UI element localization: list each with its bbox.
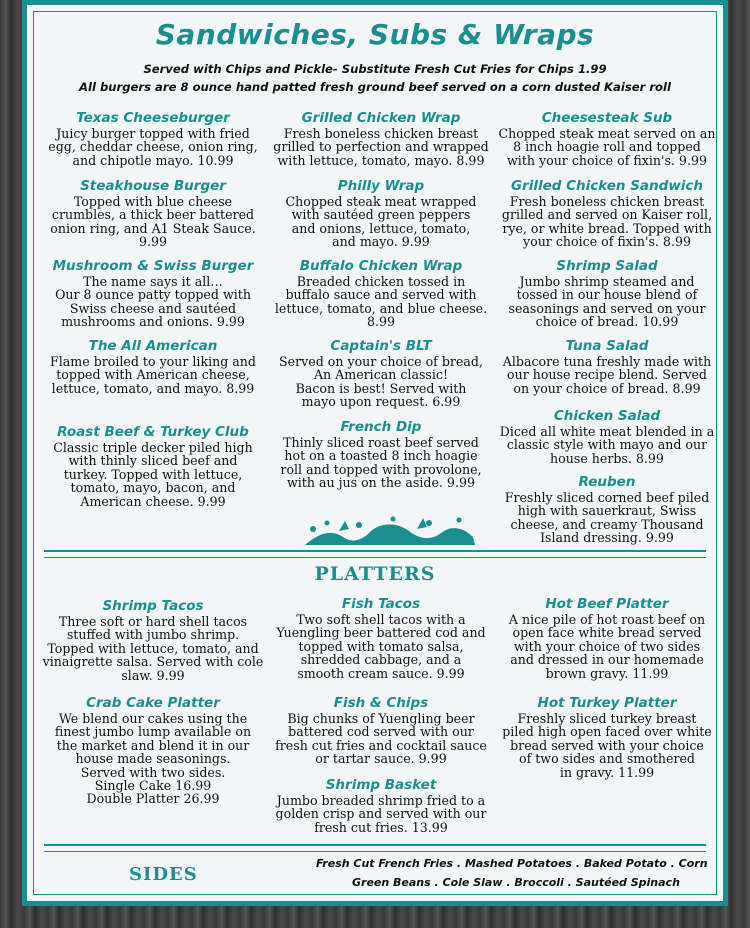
menu-item — [38, 694, 268, 806]
menu-item — [38, 337, 268, 395]
menu-item — [38, 177, 268, 249]
sides-line-1: Fresh Cut French Fries . Mashed Potatoes . Baked Potato . Corn — [316, 857, 708, 870]
item-name: Captain's BLT — [330, 338, 432, 354]
menu-item — [270, 257, 492, 329]
item-description: Juicy burger topped with fried egg, cheddar cheese, onion ring, and chipotle mayo. 10.99 — [48, 126, 258, 168]
menu-item — [270, 177, 492, 249]
menu-item — [38, 423, 268, 508]
item-name: Steakhouse Burger — [80, 178, 226, 194]
item-description: Flame broiled to your liking and topped with American cheese, lettuce, tomato, and mayo. 8.99 — [50, 354, 256, 396]
menu-inner-border — [33, 11, 717, 895]
menu-item — [494, 473, 720, 545]
item-name: Buffalo Chicken Wrap — [299, 258, 463, 274]
item-name: Mushroom & Swiss Burger — [52, 258, 254, 274]
menu-item — [494, 109, 720, 167]
intro-line-2: All burgers are 8 ounce hand patted fresh ground beef served on a corn dusted Kaiser roll — [79, 80, 671, 94]
item-name: French Dip — [340, 419, 422, 435]
item-name: Grilled Chicken Sandwich — [510, 178, 704, 194]
section-divider — [44, 550, 706, 558]
intro-line-1: Served with Chips and Pickle- Substitute Fresh Cut Fries for Chips 1.99 — [143, 62, 607, 76]
item-description: Two soft shell tacos with a Yuengling beer battered cod and topped with tomato salsa, shredded cabbage, and a smooth cream sauce. 9.99 — [276, 612, 486, 681]
menu-item — [270, 418, 492, 490]
menu-item — [494, 337, 720, 395]
item-description: Served on your choice of bread, An American classic! Bacon is best! Served with mayo upon request. 6.99 — [279, 354, 483, 410]
page-title: Sandwiches, Subs & Wraps — [155, 18, 595, 51]
menu-item — [270, 109, 492, 167]
item-name: Grilled Chicken Wrap — [301, 110, 461, 126]
item-description: Albacore tuna freshly made with our house recipe blend. Served on your choice of bread. 8.99 — [502, 354, 712, 396]
item-description: Topped with blue cheese crumbles, a thick beer battered onion ring, and A1 Steak Sauce. 9.99 — [50, 194, 256, 250]
item-name: Philly Wrap — [337, 178, 425, 194]
item-name: Cheesesteak Sub — [541, 110, 673, 126]
item-description: Fresh boneless chicken breast grilled and served on Kaiser roll, rye, or white bread. Topped with your choice of fixin's. 8.99 — [501, 194, 713, 250]
item-name: Roast Beef & Turkey Club — [57, 424, 249, 440]
item-name: Hot Beef Platter — [545, 596, 669, 612]
menu-item — [270, 776, 492, 834]
item-description: Fresh boneless chicken breast grilled to perfection and wrapped with lettuce, tomato, mayo. 8.99 — [273, 126, 489, 168]
item-description: The name says it all… Our 8 ounce patty topped with Swiss cheese and sautéed mushrooms and onions. 9.99 — [55, 274, 251, 330]
item-name: Shrimp Basket — [325, 777, 437, 793]
item-description: Chopped steak meat served on an 8 inch hoagie roll and topped with your choice of fixin's. 9.99 — [498, 126, 716, 168]
item-description: We blend our cakes using the finest jumbo lump available on the market and blend it in our house made seasonings. Served with two sides. Single Cake 16.99 Double Platter 26.99 — [54, 711, 252, 807]
item-name: Fish Tacos — [341, 596, 421, 612]
menu-item — [494, 407, 720, 465]
menu-item — [270, 337, 492, 409]
menu-page — [22, 0, 728, 906]
item-description: Chopped steak meat wrapped with sautéed green peppers and onions, lettuce, tomato, and mayo. 9.99 — [285, 194, 477, 250]
item-description: Diced all white meat blended in a classic style with mayo and our house herbs. 8.99 — [499, 424, 715, 466]
wave-splash-decoration — [299, 515, 479, 549]
menu-item — [38, 109, 268, 167]
item-description: Big chunks of Yuengling beer battered cod served with our fresh cut fries and cocktail sauce or tartar sauce. 9.99 — [275, 711, 487, 767]
menu-item — [494, 177, 720, 249]
item-description: Jumbo shrimp steamed and tossed in our house blend of seasonings and served on your choice of bread. 10.99 — [508, 274, 706, 330]
item-description: Freshly sliced turkey breast piled high open faced over white bread served with your choice of two sides and smothered in gravy. 11.99 — [502, 711, 712, 780]
item-description: Classic triple decker piled high with thinly sliced beef and turkey. Topped with lettuce, tomato, mayo, bacon, and American cheese. 9.99 — [53, 440, 253, 509]
menu-item — [38, 257, 268, 329]
section-divider — [44, 844, 706, 852]
platters-heading: PLATTERS — [314, 563, 436, 585]
item-description: A nice pile of hot roast beef on open face white bread served with your choice of two sides and dressed in our homemade brown gravy. 11.99 — [508, 612, 706, 681]
menu-item — [270, 595, 492, 680]
menu-item — [494, 694, 720, 779]
item-name: Chicken Salad — [553, 408, 661, 424]
item-description: Three soft or hard shell tacos stuffed with jumbo shrimp. Topped with lettuce, tomato, and vinaigrette salsa. Served with cole slaw. 9.99 — [42, 614, 264, 683]
item-name: Reuben — [578, 474, 636, 490]
item-name: Crab Cake Platter — [86, 695, 220, 711]
menu-item — [494, 595, 720, 680]
menu-item — [38, 597, 268, 682]
sides-heading: SIDES — [129, 864, 198, 885]
item-name: Shrimp Salad — [556, 258, 658, 274]
sides-line-2: Green Beans . Cole Slaw . Broccoli . Sautéed Spinach — [352, 876, 680, 889]
item-name: Fish & Chips — [333, 695, 429, 711]
item-name: Texas Cheeseburger — [76, 110, 230, 126]
item-description: Breaded chicken tossed in buffalo sauce and served with lettuce, tomato, and blue cheese. 8.99 — [274, 274, 488, 330]
item-description: Thinly sliced roast beef served hot on a toasted 8 inch hoagie roll and topped with provolone, with au jus on the aside. 9.99 — [280, 435, 482, 491]
item-description: Jumbo breaded shrimp fried to a golden crisp and served with our fresh cut fries. 13.99 — [275, 793, 487, 835]
item-name: The All American — [88, 338, 218, 354]
item-name: Shrimp Tacos — [102, 598, 204, 614]
item-description: Freshly sliced corned beef piled high with sauerkraut, Swiss cheese, and creamy Thousand Island dressing. 9.99 — [504, 490, 710, 546]
item-name: Hot Turkey Platter — [537, 695, 677, 711]
menu-item — [494, 257, 720, 329]
menu-item — [270, 694, 492, 766]
item-name: Tuna Salad — [565, 338, 649, 354]
